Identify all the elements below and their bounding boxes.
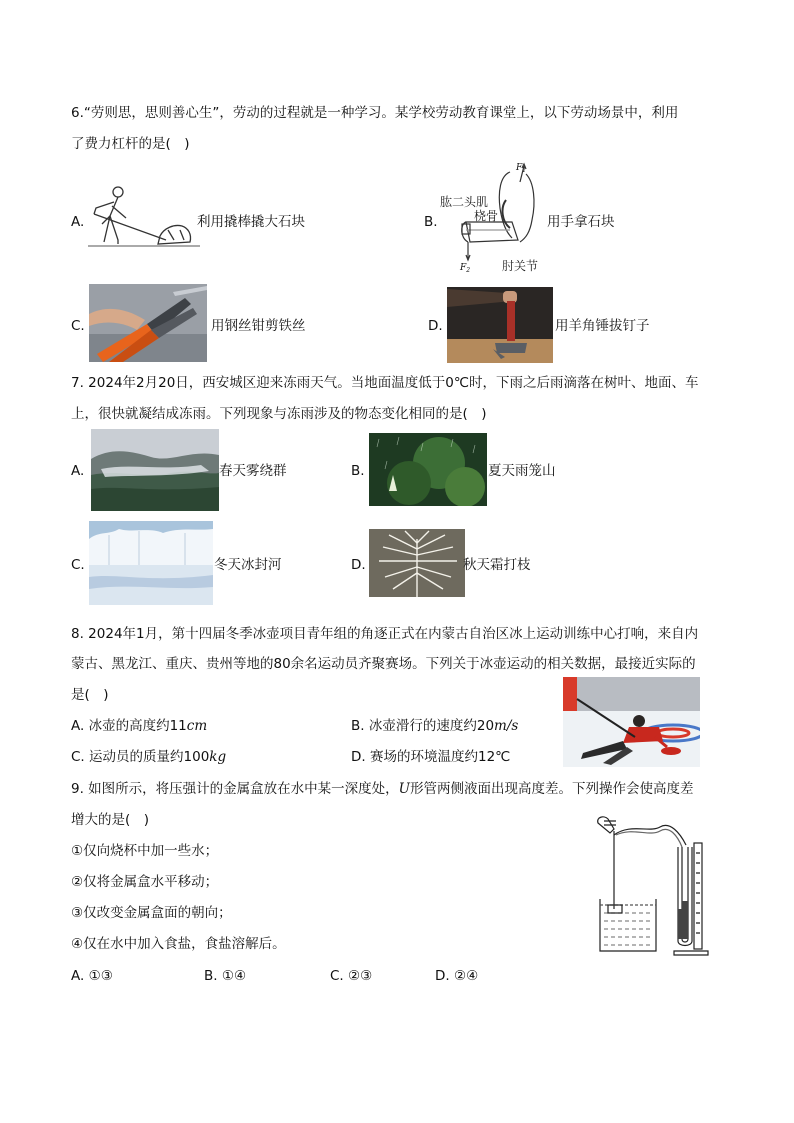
q6-option-a-letter: A. [71, 214, 85, 230]
q8-option-b-letter: B. [351, 718, 365, 734]
q6-pliers-photo [89, 284, 207, 362]
q7-fog-mountain-photo [91, 429, 219, 511]
q7-option-a-label: 春天雾绕群 [219, 463, 287, 479]
q9-option-c: C. ②③ [330, 968, 373, 984]
q9-item-4: ④仅在水中加入食盐，食盐溶解后。 [71, 936, 286, 952]
u-letter: U [398, 781, 411, 797]
q8-option-a-letter: A. [71, 718, 85, 734]
q7-option-d-label: 秋天霜打枝 [463, 557, 531, 573]
q9-stem-line1: 9. 如图所示，将压强计的金属盒放在水中某一深度处，U形管两侧液面出现高度差。下列操作会使高度差 [71, 781, 694, 797]
q7-option-c-label: 冬天冰封河 [214, 557, 282, 573]
q7-option-c-letter: C. [71, 557, 85, 573]
q8-option-b [351, 717, 518, 735]
q9-item-2: ②仅将金属盒水平移动； [71, 874, 219, 890]
q8-option-b-unit: m/s [494, 718, 519, 734]
q9-item-1: ①仅向烧杯中加一些水； [71, 843, 219, 859]
q8-stem-line3: 是( ) [71, 687, 109, 703]
q8-option-b-text: 冰壶滑行的速度约20 [368, 718, 495, 734]
q8-option-c-text: 运动员的质量约100 [89, 749, 210, 765]
q7-option-b-letter: B. [351, 463, 365, 479]
elbow-joint-label: 肘关节 [502, 259, 539, 273]
q8-option-a [71, 717, 207, 735]
q8-option-d [351, 748, 510, 766]
q8-option-c-letter: C. [71, 749, 85, 765]
q8-stem-line2: 蒙古、黑龙江、重庆、贵州等地的80余名运动员齐聚赛场。下列关于冰壶运动的相关数据，最接近实际的 [71, 656, 696, 672]
q6-option-d-letter: D. [428, 318, 443, 334]
q6-option-b-label: 用手拿石块 [547, 214, 615, 230]
q9-stem-line2: 增大的是( ) [71, 812, 150, 828]
q6-claw-hammer-photo [447, 287, 553, 363]
q7-frost-branch-photo [369, 529, 465, 597]
f2-label: $F_2$ [460, 263, 471, 274]
q6-crowbar-figure [88, 184, 200, 252]
q6-option-b-letter: B. [424, 214, 438, 230]
q8-option-c [71, 748, 226, 766]
q8-curling-athlete-photo [563, 677, 700, 767]
q6-option-c-label: 用钢丝钳剪铁丝 [211, 318, 306, 334]
q8-option-a-unit: cm [186, 718, 208, 734]
q7-stem-line1: 7. 2024年2月20日，西安城区迎来冻雨天气。当地面温度低于0℃时，下雨之后雨滴落在树叶、地面、车 [71, 375, 699, 391]
q8-option-a-text: 冰壶的高度约11 [88, 718, 187, 734]
q6-option-d-label: 用羊角锤拔钉子 [555, 318, 650, 334]
q8-stem-line1: 8. 2024年1月，第十四届冬季冰壶项目青年组的角逐正式在内蒙古自治区冰上运动训练中心打响，来自内 [71, 626, 699, 642]
q7-option-d-letter: D. [351, 557, 366, 573]
q6-stem-line1: 6.“劳则思，思则善心生”，劳动的过程就是一种学习。某学校劳动教育课堂上，以下劳动场景中，利用 [71, 105, 679, 121]
q8-option-c-unit: kg [209, 749, 227, 765]
q6-option-a-label: 利用撬棒撬大石块 [197, 214, 305, 230]
q9-option-b: B. ①④ [204, 968, 247, 984]
q9-item-3: ③仅改变金属盒面的朝向； [71, 905, 232, 921]
q7-stem-line2: 上，很快就凝结成冻雨。下列现象与冻雨涉及的物态变化相同的是( ) [71, 406, 487, 422]
q6-option-c-letter: C. [71, 318, 85, 334]
biceps-label: 肱二头肌 [440, 195, 489, 209]
q8-option-d-letter: D. [351, 749, 366, 765]
q7-option-b-label: 夏天雨笼山 [488, 463, 556, 479]
q7-frozen-river-photo [89, 521, 213, 605]
q7-rain-forest-photo [369, 433, 487, 506]
q9-option-a: A. ①③ [71, 968, 113, 984]
q9-pressure-gauge-figure [590, 813, 712, 959]
q6-stem-line2: 了费力杠杆的是( ) [71, 136, 190, 152]
q8-option-d-text: 赛场的环境温度约12℃ [369, 749, 511, 765]
radius-bone-label: 桡骨 [474, 209, 499, 223]
q9-option-d: D. ②④ [435, 968, 479, 984]
f1-label: $F_1$ [516, 163, 527, 174]
q7-option-a-letter: A. [71, 463, 85, 479]
q6-arm-lever-figure [440, 162, 544, 274]
